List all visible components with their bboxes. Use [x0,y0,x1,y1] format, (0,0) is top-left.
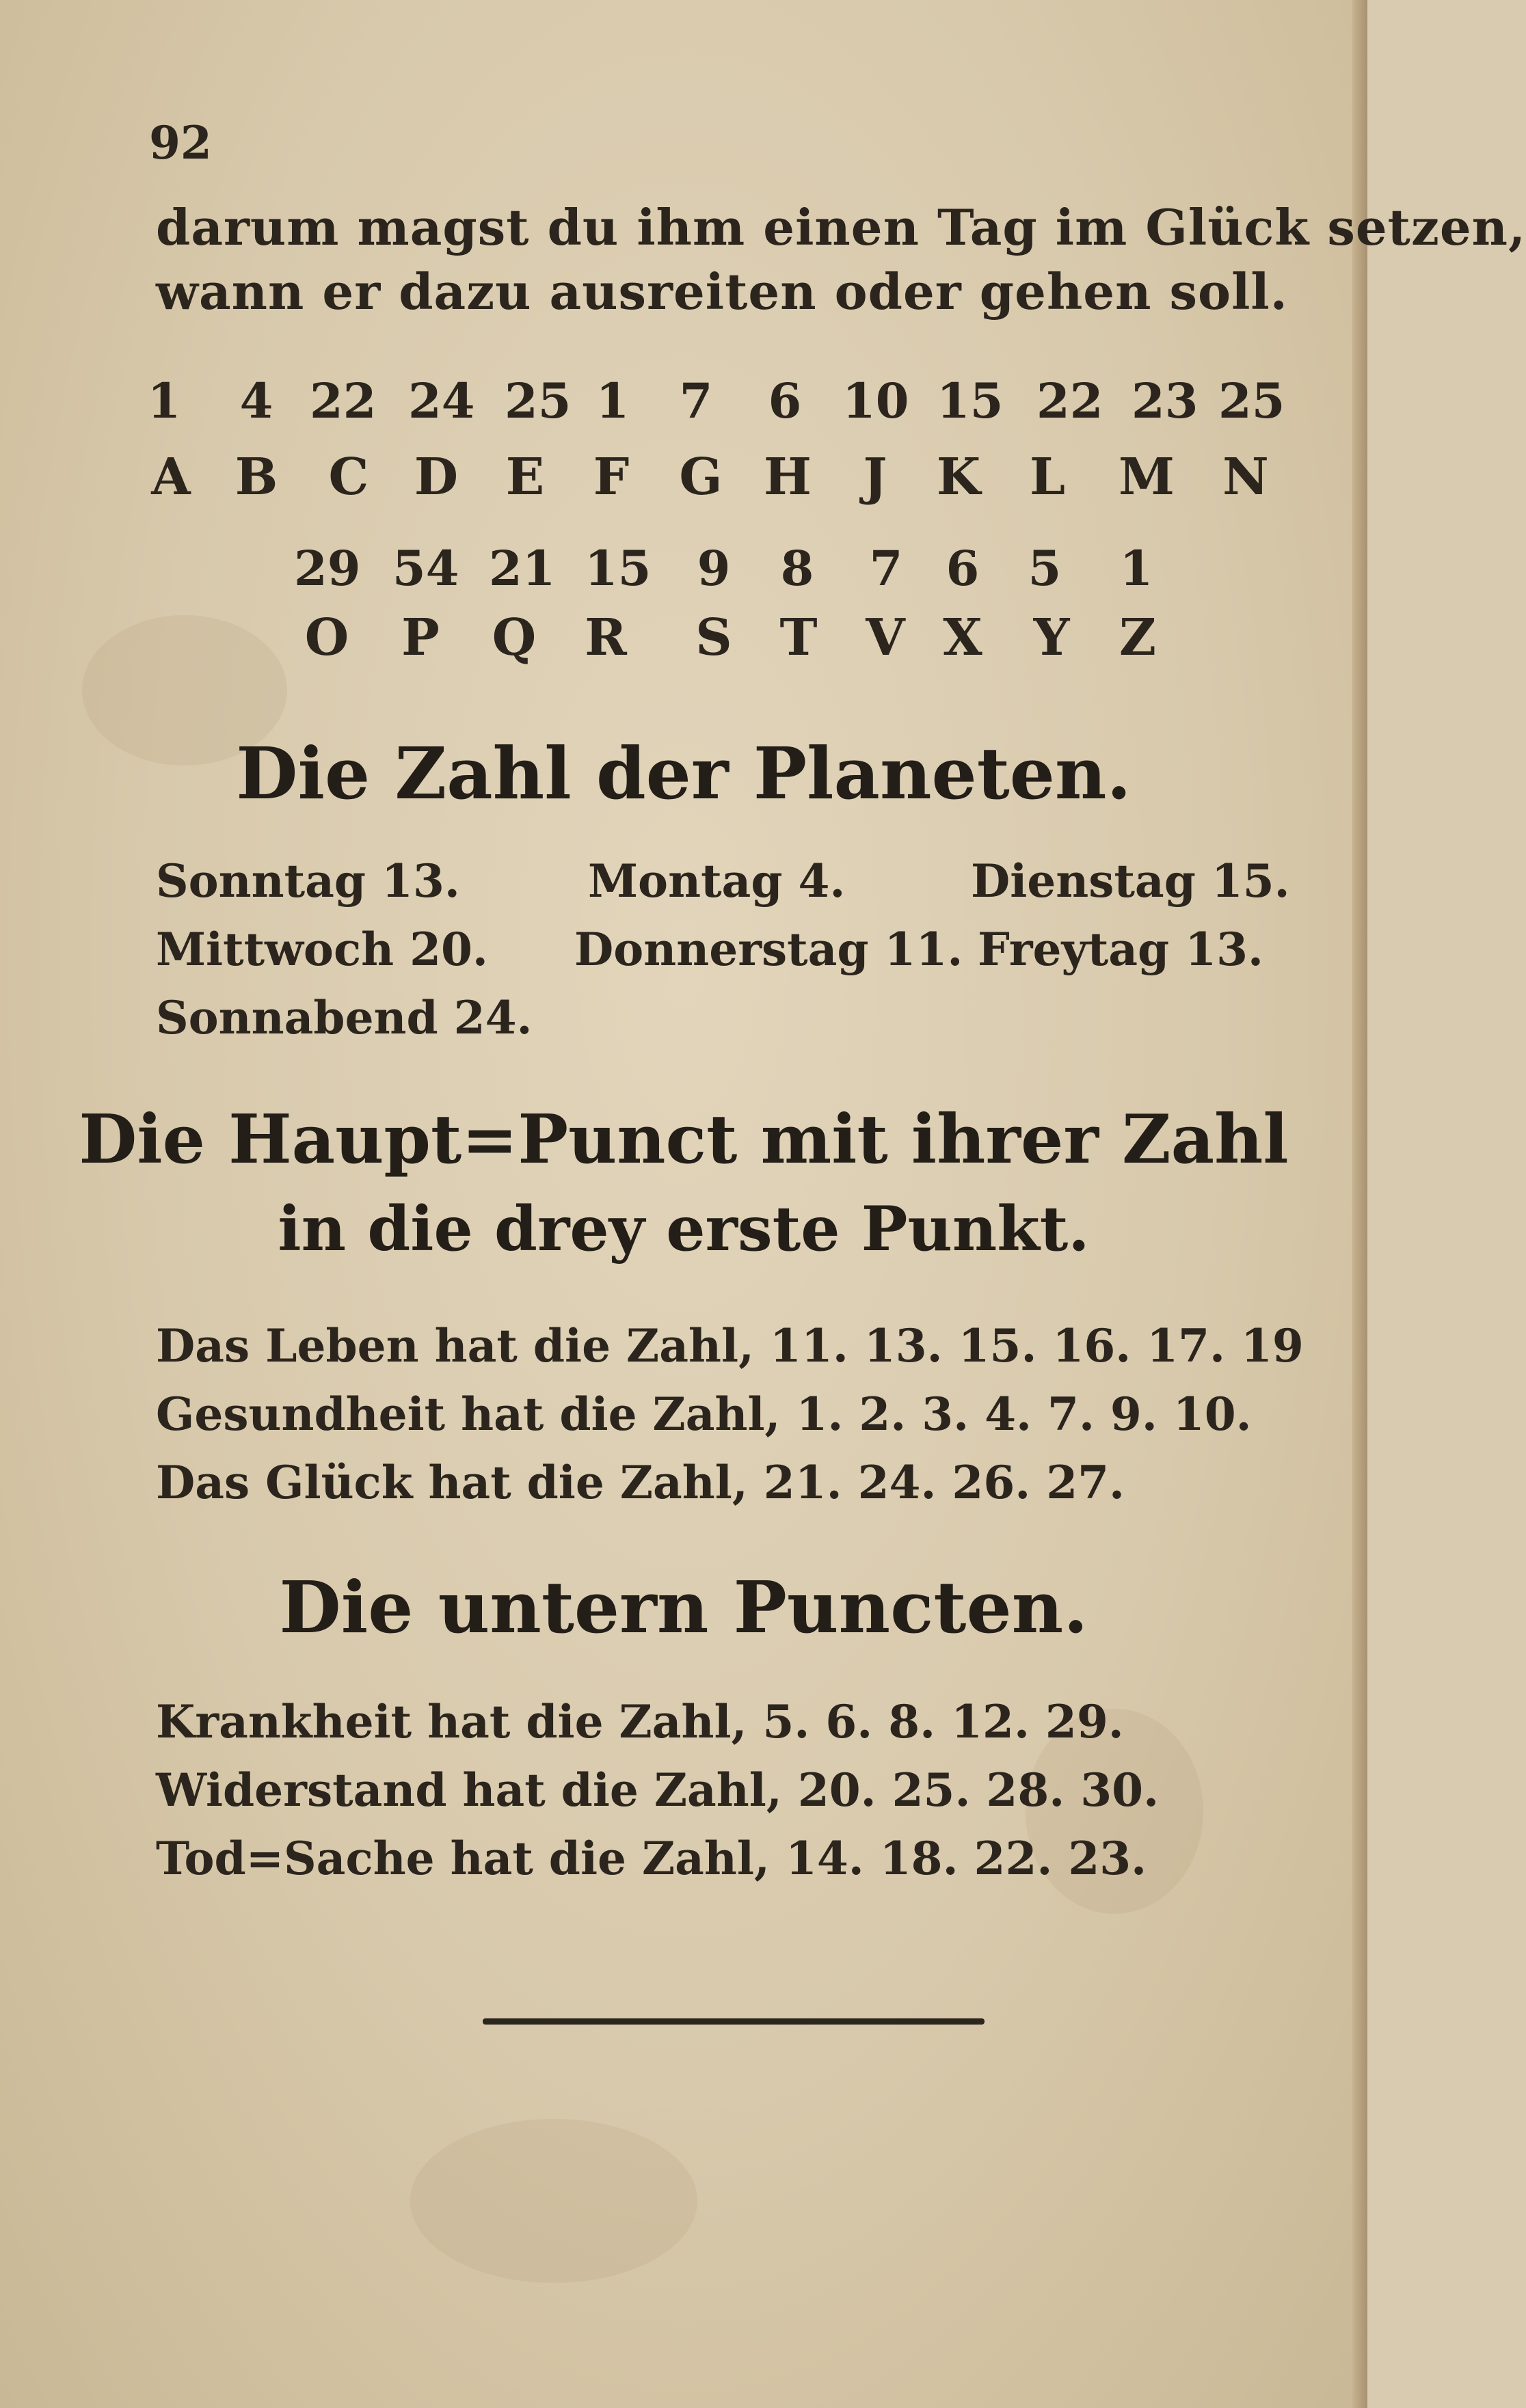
lower-points-heading: Die untern Puncten. [279,1565,1088,1649]
main-point-entry: Das Leben hat die Zahl, 11. 13. 15. 16. 17. 19 [156,1319,1304,1372]
cipher-letter: R [585,608,627,667]
cipher-letter: N [1222,448,1269,506]
lower-point-entry: Krankheit hat die Zahl, 5. 6. 8. 12. 29. [156,1695,1124,1748]
cipher-number: 5 [1028,540,1062,597]
cipher-letter: K [936,448,981,506]
cipher-letter: G [679,448,723,506]
cipher-number: 25 [505,373,572,429]
cipher-number: 1 [147,373,181,429]
cipher-number: 24 [408,373,475,429]
cipher-letter: T [779,608,818,667]
cipher-letter: L [1029,448,1066,506]
cipher-letter: A [151,448,191,506]
main-points-heading-2: in die drey erste Punkt. [278,1193,1090,1265]
cipher-number: 1 [1119,540,1153,597]
cipher-number: 29 [294,540,361,597]
cipher-number: 15 [585,540,652,597]
cipher-letter: M [1119,448,1175,506]
page-number: 92 [149,116,212,170]
cipher-number: 25 [1218,373,1285,429]
day-entry: Sonnabend 24. [156,991,533,1044]
cipher-row-1-letters [0,448,1367,516]
cipher-letter: D [414,448,459,506]
day-entry: Dienstag 15. [971,854,1290,908]
cipher-number: 10 [842,373,909,429]
closing-rule [483,2018,985,2025]
cipher-number: 1 [595,373,630,429]
cipher-letter: B [235,448,278,506]
cipher-letter: V [866,608,905,667]
cipher-number: 23 [1132,373,1199,429]
lower-point-entry: Tod=Sache hat die Zahl, 14. 18. 22. 23. [156,1832,1147,1885]
cipher-letter: Q [492,608,537,667]
cipher-letter: Y [1033,608,1070,667]
cipher-number: 4 [239,373,273,429]
cipher-letter: X [943,608,982,667]
cipher-number: 22 [310,373,377,429]
main-point-entry: Das Glück hat die Zahl, 21. 24. 26. 27. [156,1456,1125,1509]
day-entry: Montag 4. [588,854,846,908]
lower-point-entry: Widerstand hat die Zahl, 20. 25. 28. 30. [156,1763,1160,1817]
planets-heading: Die Zahl der Planeten. [236,731,1132,815]
cipher-row-2-letters [0,608,1367,677]
cipher-number: 7 [679,373,713,429]
cipher-number: 54 [392,540,459,597]
cipher-number: 22 [1036,373,1103,429]
main-points-heading-1: Die Haupt=Punct mit ihrer Zahl [79,1100,1289,1179]
cipher-letter: Z [1119,608,1157,667]
cipher-letter: S [695,608,732,667]
intro-line-1: darum magst du ihm einen Tag im Glück setzen, [156,198,1526,256]
day-entry: Sonntag 13. [156,854,460,908]
day-entry: Donnerstag 11. [574,923,963,976]
cipher-number: 8 [780,540,814,597]
cipher-number: 15 [937,373,1004,429]
cipher-letter: P [401,608,440,667]
cipher-number: 6 [946,540,980,597]
main-point-entry: Gesundheit hat die Zahl, 1. 2. 3. 4. 7. 9. 10. [156,1388,1252,1441]
cipher-letter: J [863,448,887,506]
intro-line-2: wann er dazu ausreiten oder gehen soll. [156,262,1288,321]
cipher-letter: O [304,608,349,667]
cipher-row-2-numbers [0,540,1367,608]
day-entry: Mittwoch 20. [156,923,488,976]
cipher-row-1-numbers [0,373,1367,441]
cipher-letter: C [328,448,369,506]
cipher-number: 6 [768,373,802,429]
paper-stain [410,2119,697,2283]
cipher-letter: F [593,448,630,506]
cipher-number: 7 [869,540,903,597]
cipher-letter: E [505,448,545,506]
cipher-number: 9 [697,540,731,597]
cipher-number: 21 [489,540,556,597]
cipher-letter: H [764,448,812,506]
day-entry: Freytag 13. [978,923,1264,976]
